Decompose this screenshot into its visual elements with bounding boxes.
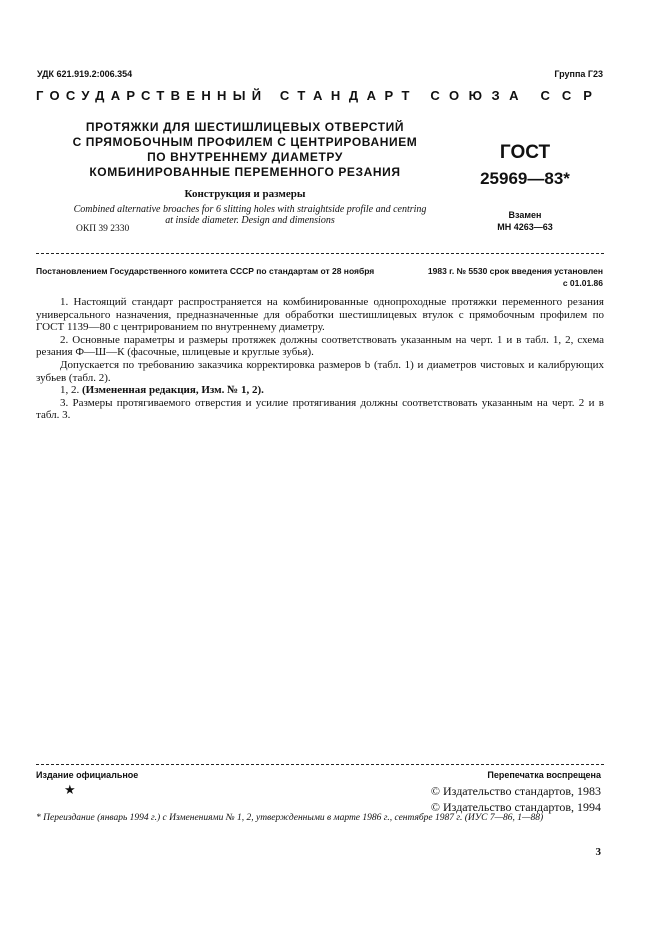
document-title [60,120,430,200]
title-line-2: С ПРЯМОБОЧНЫМ ПРОФИЛЕМ С ЦЕНТРИРОВАНИЕМ [72,135,418,149]
paragraph-2: 2. Основные параметры и размеры протяжек должны соответствовать указанным на черт. 1 и в табл. 1, 2, схема резания Ф—Ш—К (фасочные, шлицевые и круглые зубья). [36,333,604,359]
reprint-prohibited: Перепечатка воспрещена [487,770,601,780]
document-body [36,296,604,422]
title-line-4: КОМБИНИРОВАННЫЕ ПЕРЕМЕННОГО РЕЗАНИЯ [89,165,401,179]
banner-word-4: ССР [540,88,604,103]
paragraph-1: 1. Настоящий стандарт распространяется на комбинированные однопроходные протяжки переменного резания универсального назначения, предназначенные для обработки шестишлицевых втулок с прямобочным профилем по ГОСТ 1139—80 с центрированием по внутреннему диаметру. [36,296,604,334]
gost-label: ГОСТ [499,142,551,163]
effective-date: с 01.01.86 [562,278,603,288]
star-icon: ★ [64,782,76,797]
paragraph-5: 3. Размеры протягиваемого отверстия и усилие протягивания должны соответствовать указанным на черт. 2 и в табл. 3. [36,396,604,422]
divider-bottom [36,764,604,765]
title-line-3: ПО ВНУТРЕННЕМУ ДИАМЕТРУ [147,150,343,164]
group-code: Группа Г23 [554,69,603,79]
replaces-label: Взамен [508,210,542,220]
paragraph-4 [36,384,604,397]
udk-code: УДК 621.919.2:006.354 [37,69,133,79]
resolution-text: Постановлением Государственного комитета СССР по стандартам от 28 ноября [36,266,375,276]
banner-word-2: СТАНДАРТ [279,88,418,103]
official-edition: Издание официальное [36,770,139,780]
divider-top [36,253,604,254]
change-ref: 1, 2. [60,384,80,397]
gost-number: 25969—83* [480,169,570,188]
document-subtitle: Конструкция и размеры [184,188,306,200]
banner-word-1: ГОСУДАРСТВЕННЫЙ [36,88,268,103]
page-number: 3 [595,846,601,858]
banner-word-3: СОЮЗА [430,88,529,103]
english-title: Combined alternative broaches for 6 slitting holes with straightside profile and centring at inside diameter. Design and dimensions [73,204,427,226]
change-note: (Измененная редакция, Изм. № 1, 2). [82,384,264,397]
gost-designation [470,143,580,232]
okp-code: ОКП 39 2330 [76,224,130,234]
paragraph-3: Допускается по требованию заказчика корректировка размеров b (табл. 1) и диаметров чистовых и калибрующих зубьев (табл. 2). [36,358,604,384]
copyright-1983: © Издательство стандартов, 1983 [430,784,601,798]
replaces-value: МН 4263—63 [497,222,553,232]
resolution-number: 1983 г. № 5530 срок введения установлен [427,266,603,276]
title-line-1: ПРОТЯЖКИ ДЛЯ ШЕСТИШЛИЦЕВЫХ ОТВЕРСТИЙ [85,120,405,134]
copyright-1994: © Издательство стандартов, 1994 [430,800,601,814]
reissue-note: * Переиздание (январь 1994 г.) с Изменениями № 1, 2, утвержденными в марте 1986 г., сентябре 1987 г. (ИУС 7—86, 1—88) [36,813,544,823]
standard-banner [36,88,604,103]
